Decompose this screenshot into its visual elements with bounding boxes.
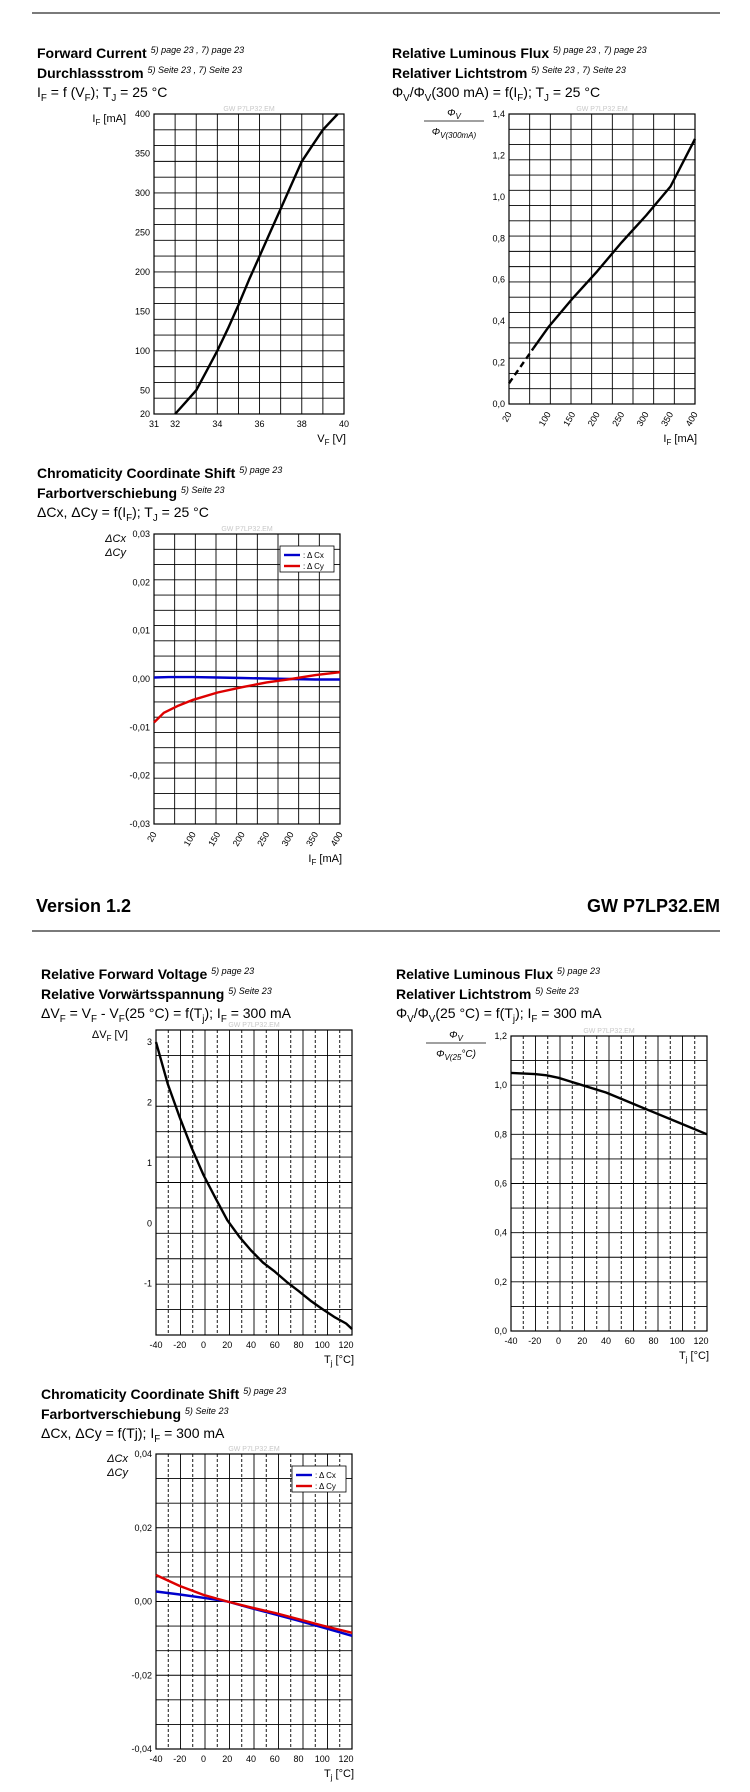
x-tick-label: 100 (314, 1754, 330, 1764)
x-tick-label: 0 (556, 1336, 562, 1346)
section-title: Forward Current (37, 45, 147, 61)
y-tick-label: 0,01 (132, 625, 150, 636)
x-tick-label: 100 (536, 410, 553, 429)
y-axis-label: $I_F$ [mA] (92, 113, 126, 127)
y-tick-label: -0,03 (129, 819, 150, 829)
y-tick-label: -0,02 (129, 770, 150, 781)
y-tick-label: 0,0 (494, 1326, 507, 1336)
x-tick-label: 34 (212, 419, 223, 429)
x-tick-label: 200 (585, 410, 602, 429)
y-tick-label: 0,2 (492, 357, 505, 368)
y-tick-label: 0,00 (134, 1596, 152, 1607)
y-axis-label: ΔCx (105, 533, 126, 545)
x-tick-label: 350 (304, 830, 321, 849)
y-tick-label: 1,0 (494, 1080, 507, 1091)
y-tick-label: 300 (134, 187, 150, 198)
section-title: Chromaticity Coordinate Shift (37, 465, 236, 481)
section-ref: 5) Seite 23 (184, 1406, 229, 1416)
y-tick-label: -1 (143, 1278, 152, 1289)
section-title: Relative Luminous Flux (392, 45, 550, 61)
x-tick-label: 40 (338, 419, 350, 429)
x-tick-label: 20 (222, 1754, 233, 1764)
y-axis-label-numerator: $\Phi_V$ (449, 1030, 463, 1043)
y-tick-label: 200 (134, 266, 150, 277)
section-title: Chromaticity Coordinate Shift (41, 1386, 240, 1402)
y-tick-label: 0,04 (134, 1449, 152, 1459)
section-formula: ΔCx, ΔCy = f(Tj); $I_F = 300$ mA (41, 1425, 225, 1445)
x-tick-label: 250 (610, 410, 627, 429)
y-tick-label: 0,6 (492, 274, 505, 285)
y-tick-label: 0,02 (134, 1522, 152, 1533)
section-ref: 5) Seite 23 (228, 986, 272, 996)
section-subtitle: Durchlassstrom (37, 65, 144, 81)
y-tick-label: 0,6 (494, 1178, 507, 1189)
x-tick-label: 100 (181, 830, 198, 849)
y-axis-label-secondary: ΔCy (105, 547, 126, 559)
section-ref: 5) Seite 23 (535, 986, 579, 996)
x-tick-label: 80 (648, 1336, 659, 1346)
grid (156, 1454, 352, 1749)
x-axis-label: $T_j$ [°C] (323, 1354, 354, 1368)
x-tick-label: -40 (504, 1336, 518, 1346)
watermark: GW P7LP32.EM (223, 106, 275, 113)
watermark: GW P7LP32.EM (228, 1446, 280, 1453)
y-tick-label: 0 (146, 1218, 152, 1229)
y-tick-label: 1,4 (492, 109, 505, 119)
x-tick-label: 150 (561, 410, 578, 429)
section-formula: $\Delta V_F = V_F - V_F(25$ $^\circ C) = f(T_j)$; $I_F = 300$ mA (41, 1005, 292, 1025)
x-tick-label: -40 (149, 1754, 163, 1764)
y-tick-label: -0,04 (131, 1744, 152, 1754)
y-axis-label-secondary: ΔCy (107, 1467, 128, 1479)
x-tick-label: 40 (601, 1336, 612, 1346)
legend-label: : Δ Cy (315, 1482, 336, 1491)
part-number: GW P7LP32.EM (586, 896, 720, 916)
x-tick-label: 60 (269, 1754, 280, 1764)
x-tick-label: 80 (293, 1754, 304, 1764)
x-tick-label: 36 (254, 419, 265, 429)
section-title: Relative Forward Voltage (41, 966, 208, 982)
x-tick-label: 120 (338, 1340, 354, 1350)
x-tick-label: 40 (246, 1340, 257, 1350)
x-tick-label: 0 (201, 1340, 207, 1350)
section-ref: 5) Seite 23 (180, 485, 225, 495)
x-tick-label: 350 (659, 410, 676, 429)
x-tick-label: 120 (338, 1754, 354, 1764)
y-tick-label: 0,2 (494, 1276, 507, 1287)
x-tick-label: 60 (269, 1340, 280, 1350)
y-tick-label: 0,4 (492, 316, 505, 327)
section-ref: 5) page 23 , 7) page 23 (553, 45, 647, 55)
x-tick-label: 100 (314, 1340, 330, 1350)
y-tick-label: 0,02 (132, 577, 150, 588)
section-subtitle: Farbortverschiebung (41, 1406, 182, 1422)
x-tick-label: 200 (230, 830, 247, 849)
x-tick-label: 20 (145, 830, 159, 844)
section-ref: 5) Seite 23 , 7) Seite 23 (531, 65, 626, 75)
y-tick-label: 1,2 (492, 150, 505, 161)
x-axis-label: $I_F$ [mA] (308, 853, 342, 867)
section-subtitle: Relative Vorwärtsspannung (41, 986, 225, 1002)
x-tick-label: 300 (279, 830, 296, 849)
x-tick-label: -20 (173, 1754, 187, 1764)
x-tick-label: 100 (669, 1336, 685, 1346)
section-ref: 5) page 23 , 7) page 23 (150, 45, 245, 55)
x-tick-label: 300 (634, 410, 651, 429)
x-tick-label: 20 (500, 410, 514, 424)
section-ref: 5) page 23 (243, 1386, 287, 1396)
x-tick-label: -20 (528, 1336, 542, 1346)
y-tick-label: 0,03 (132, 529, 150, 539)
x-tick-label: 80 (293, 1340, 304, 1350)
y-tick-label: 0,8 (494, 1129, 507, 1140)
y-tick-label: 1,0 (492, 191, 505, 202)
y-tick-label: 50 (139, 385, 150, 396)
y-tick-label: 2 (146, 1097, 152, 1108)
x-tick-label: -20 (173, 1340, 187, 1350)
section-ref: 5) Seite 23 , 7) Seite 23 (147, 65, 243, 75)
x-tick-label: 31 (148, 419, 160, 429)
y-tick-label: 1 (146, 1157, 152, 1168)
section-ref: 5) page 23 (557, 966, 601, 976)
y-tick-label: 3 (146, 1037, 152, 1048)
x-tick-label: 150 (206, 830, 223, 849)
x-tick-label: 32 (170, 419, 181, 429)
x-tick-label: 0 (201, 1754, 207, 1764)
y-tick-label: 20 (139, 409, 150, 419)
section-subtitle: Relativer Lichtstrom (396, 986, 532, 1002)
y-axis-label-denominator: $\Phi_{V(300mA)}$ (431, 127, 477, 140)
x-axis-label: $T_j$ [°C] (678, 1350, 709, 1364)
version-label: Version 1.2 (36, 896, 132, 916)
y-tick-label: 400 (134, 109, 150, 119)
watermark: GW P7LP32.EM (221, 526, 273, 533)
y-tick-label: 150 (134, 306, 150, 317)
section-ref: 5) page 23 (239, 465, 283, 475)
section-formula: ΔCx, $\Delta Cy = f(I_F)$; $T_J = 25$ °C (37, 504, 209, 524)
y-tick-label: 250 (134, 227, 150, 238)
section-formula: $\Phi_V/\Phi_V(25$ $^\circ C) = f(T_j)$; $I_F = 300$ mA (396, 1005, 602, 1025)
legend-label: : Δ Cx (315, 1471, 336, 1480)
legend-label: : Δ Cx (303, 551, 324, 560)
legend-label: : Δ Cy (303, 562, 324, 571)
watermark: GW P7LP32.EM (228, 1022, 280, 1029)
y-tick-label: -0,02 (131, 1670, 152, 1681)
y-tick-label: 0,4 (494, 1227, 507, 1238)
x-tick-label: 20 (222, 1340, 233, 1350)
y-tick-label: 1,2 (494, 1031, 507, 1041)
y-tick-label: 350 (134, 148, 150, 159)
x-axis-label: $I_F$ [mA] (663, 433, 697, 447)
section-formula: $I_F = f$ $(V_F)$; $T_J = 25$ °C (37, 84, 168, 104)
section-formula: $\Phi_V/\Phi_V(300$ $mA) = f(I_F)$; $T_J = 25$ °C (392, 84, 601, 104)
y-axis-label: ΔCx (107, 1453, 128, 1465)
y-tick-label: 0,0 (492, 399, 505, 409)
section-subtitle: Farbortverschiebung (37, 485, 178, 501)
x-axis-label: $T_j$ [°C] (323, 1768, 354, 1782)
y-axis-label-denominator: $\Phi_{V(25}^\circ C$) (436, 1049, 476, 1062)
x-tick-label: 20 (577, 1336, 588, 1346)
watermark: GW P7LP32.EM (576, 106, 628, 113)
x-tick-label: 38 (296, 419, 307, 429)
x-axis-label: $V_F$ [V] (317, 433, 346, 447)
x-tick-label: 400 (683, 410, 700, 429)
y-axis-label-numerator: $\Phi_V$ (447, 108, 461, 121)
watermark: GW P7LP32.EM (583, 1028, 635, 1035)
x-tick-label: 60 (624, 1336, 635, 1346)
x-tick-label: -40 (149, 1340, 163, 1350)
section-ref: 5) page 23 (211, 966, 255, 976)
x-tick-label: 250 (255, 830, 272, 849)
x-tick-label: 400 (328, 830, 345, 849)
section-subtitle: Relativer Lichtstrom (392, 65, 528, 81)
y-tick-label: 0,00 (132, 674, 150, 684)
x-tick-label: 120 (693, 1336, 709, 1346)
y-axis-label: $\Delta V_F$ [V] (91, 1029, 128, 1043)
y-tick-label: 0,8 (492, 233, 505, 244)
y-tick-label: -0,01 (129, 722, 150, 733)
section-title: Relative Luminous Flux (396, 966, 554, 982)
y-tick-label: 100 (134, 345, 150, 356)
x-tick-label: 40 (246, 1754, 257, 1764)
